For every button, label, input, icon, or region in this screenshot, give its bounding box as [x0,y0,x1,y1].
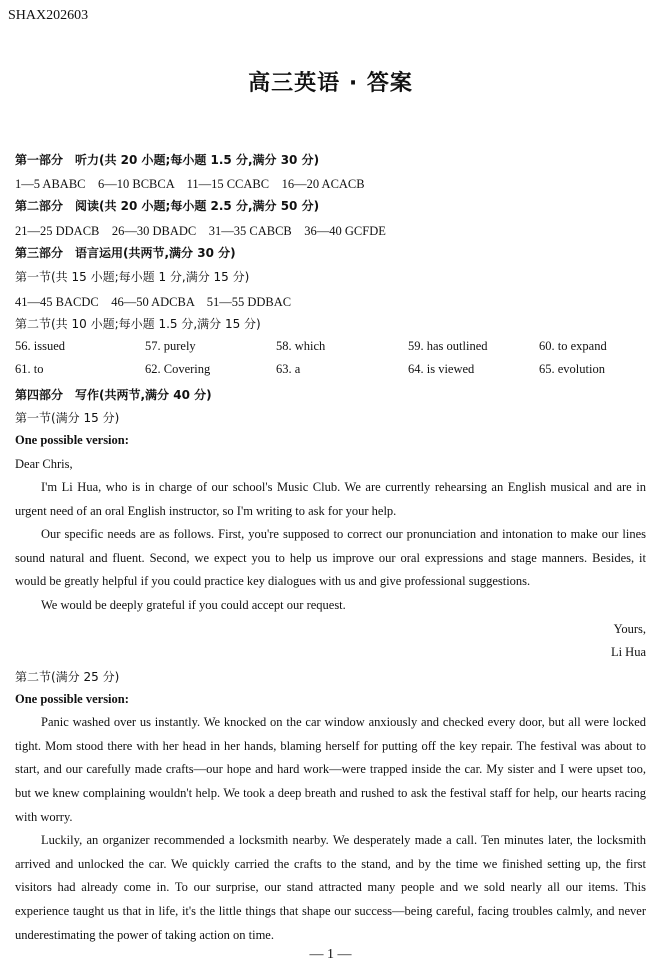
version-label: One possible version: [15,433,129,447]
story-paragraph: Panic washed over us instantly. We knocked on the car window anxiously and checked every door, but all were locked tight. Mom stood there with her head in her hands, blaming herself for putting off the key repair. The festival was about to start, and our carefully made crafts—our hope and hard work—were trapped inside the car. My sister and I were upset too, but we knew complaining wouldn't help. We took a deep breath and rushed to ask the festival staff for help, our hearts racing with worry. [15,715,646,824]
answer-item: 62. Covering [145,362,211,376]
letter-paragraph: We would be deeply grateful if you could accept our request. [41,598,346,612]
part4-heading: 第四部分 写作(共两节,满分 40 分) [15,388,212,402]
answer-item: 63. a [276,362,301,376]
part3-heading: 第三部分 语言运用(共两节,满分 30 分) [15,246,236,260]
answer-item: 58. which [276,339,326,353]
part3-section2-heading: 第二节(共 10 小题;每小题 1.5 分,满分 15 分) [15,317,261,331]
part1-heading: 第一部分 听力(共 20 小题;每小题 1.5 分,满分 30 分) [15,153,320,167]
part2-heading: 第二部分 阅读(共 20 小题;每小题 2.5 分,满分 50 分) [15,199,320,213]
answer-item: 64. is viewed [408,362,475,376]
part2-answers: 21—25 DDACB 26—30 DBADC 31—35 CABCB 36—40 GCFDE [15,224,386,238]
part3-section1-heading: 第一节(共 15 小题;每小题 1 分,满分 15 分) [15,270,250,284]
version-label: One possible version: [15,692,129,706]
letter-paragraph: Our specific needs are as follows. First, you're supposed to correct our pronunciation and intonation to make our lines sound natural and fluent. Second, we expect you to help us improve our oral expressions and stage manners. Besides, it would be greatly helpful if you could practice key dialogues with us and give professional suggestions. [15,527,646,589]
part4-section2-heading: 第二节(满分 25 分) [15,670,120,684]
letter-greeting: Dear Chris, [15,457,73,471]
part4-section1-heading: 第一节(满分 15 分) [15,411,120,425]
document-code: SHAX202603 [8,8,89,23]
answer-item: 59. has outlined [408,339,488,353]
page-number: — 1 — [309,947,352,962]
answer-item: 56. issued [15,339,65,353]
part3-section1-answers: 41—45 BACDC 46—50 ADCBA 51—55 DDBAC [15,295,292,309]
answer-item: 61. to [15,362,44,376]
letter-signature: Li Hua [610,645,646,659]
story-paragraph: Luckily, an organizer recommended a locksmith nearby. We desperately made a call. Ten minutes later, the locksmith arrived and unlocked the car. We quickly carried the crafts to the stand, and by the time we finished setting up, the first visitors had already come in. To our surprise, our stand attracted many people and we sold nearly all our items. This experience taught us that in life, it's the little things that shape our success—being careful, facing troubles calmly, and never underestimating the power of taking action on time. [15,833,646,942]
page-title: 高三英语 · 答案 [248,71,413,96]
answer-item: 57. purely [145,339,196,353]
answer-item: 65. evolution [539,362,605,376]
part1-answers: 1—5 ABABC 6—10 BCBCA 11—15 CCABC 16—20 ACACB [15,177,365,191]
letter-closing: Yours, [613,622,646,636]
letter-paragraph: I'm Li Hua, who is in charge of our school's Music Club. We are currently rehearsing an English musical and are in urgent need of an oral English instructor, so I'm writing to ask for your help. [15,480,646,518]
answer-item: 60. to expand [539,339,607,353]
